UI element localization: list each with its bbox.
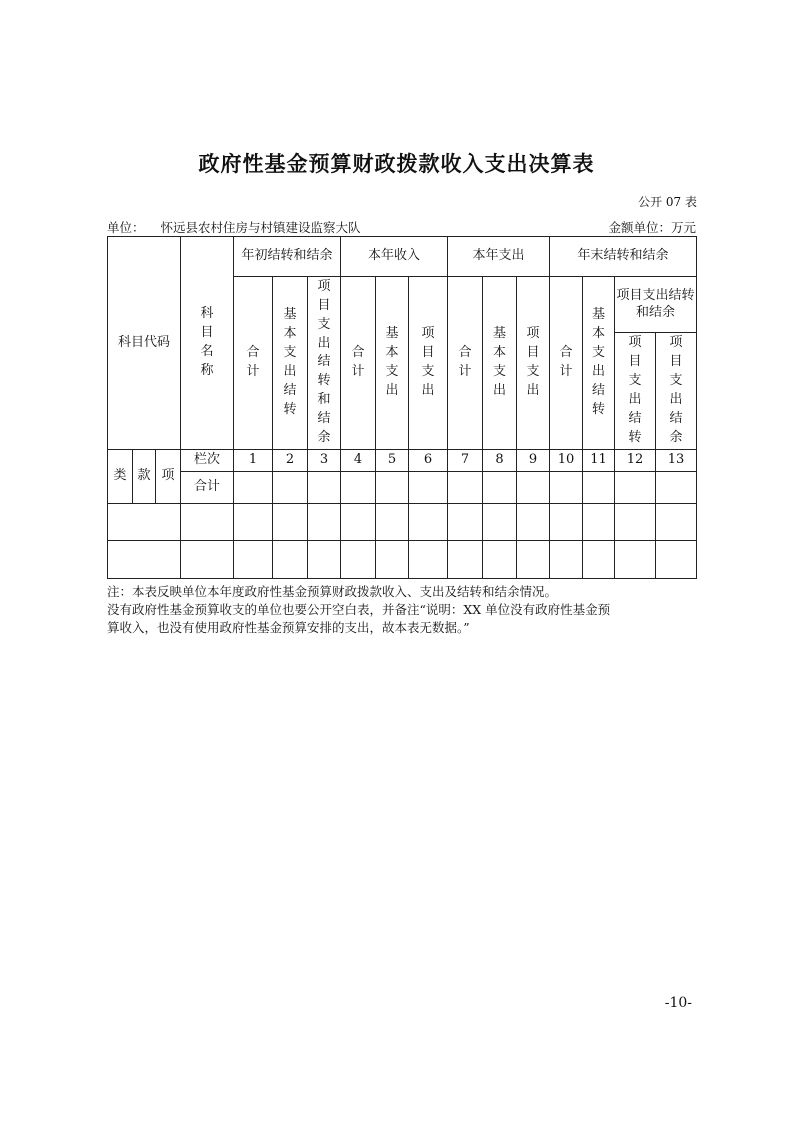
- table-cell: [448, 471, 483, 503]
- table-cell: [181, 540, 234, 578]
- col-number: 10: [550, 449, 583, 471]
- note-line: 算收入，也没有使用政府性基金预算安排的支出，故本表无数据。”: [107, 620, 470, 635]
- table-cell: [448, 540, 483, 578]
- col-number: 1: [234, 449, 273, 471]
- col-number: 3: [308, 449, 341, 471]
- table-cell: [376, 540, 409, 578]
- table-cell: [409, 471, 448, 503]
- subject-name-header: 科目名称: [181, 237, 234, 450]
- col-number: 11: [583, 449, 615, 471]
- table-cell: [483, 471, 517, 503]
- table-cell: [517, 503, 550, 540]
- table-row-total: [108, 471, 697, 503]
- table-cell: [273, 540, 308, 578]
- table-cell: [656, 503, 697, 540]
- unit-label: 单位：: [107, 220, 145, 235]
- income-header: 本年收入: [341, 237, 448, 277]
- row-label-heji: 合计: [181, 471, 234, 503]
- table-cell: [341, 503, 376, 540]
- table-cell: [376, 471, 409, 503]
- table-cell: [517, 540, 550, 578]
- table-cell: [376, 503, 409, 540]
- budget-table: [107, 236, 697, 579]
- table-cell: [483, 503, 517, 540]
- table-note: [107, 583, 707, 637]
- table-cell: [108, 540, 181, 578]
- table-cell: [517, 471, 550, 503]
- col-number: 2: [273, 449, 308, 471]
- table-row: [108, 503, 697, 540]
- table-cell: [341, 540, 376, 578]
- row-label-lei: 类: [108, 449, 133, 503]
- col-number: 6: [409, 449, 448, 471]
- table-cell: [273, 471, 308, 503]
- table-cell: [583, 503, 615, 540]
- subject-code-header: 科目代码: [108, 237, 181, 450]
- col-expense-basic: 基本支出: [483, 277, 517, 449]
- col-number: 8: [483, 449, 517, 471]
- closing-balance-header: 年末结转和结余: [550, 237, 697, 277]
- col-number: 12: [615, 449, 656, 471]
- table-cell: [273, 503, 308, 540]
- col-closing-project-group: 项目支出结转和结余: [615, 277, 697, 333]
- row-label-lanci: 栏次: [181, 449, 234, 471]
- table-cell: [308, 503, 341, 540]
- col-income-project: 项目支出: [409, 277, 448, 449]
- col-number: 9: [517, 449, 550, 471]
- unit-name: 怀远县农村住房与村镇建设监察大队: [160, 220, 361, 235]
- unit-info: [107, 218, 361, 236]
- table-cell: [448, 503, 483, 540]
- col-income-total: 合计: [341, 277, 376, 449]
- table-cell: [234, 540, 273, 578]
- table-cell: [550, 471, 583, 503]
- table-cell: [615, 540, 656, 578]
- col-expense-total: 合计: [448, 277, 483, 449]
- note-line: 没有政府性基金预算收支的单位也要公开空白表，并备注“说明：XX 单位没有政府性基金预: [107, 602, 611, 617]
- row-label-kuan: 款: [133, 449, 156, 503]
- table-cell: [583, 471, 615, 503]
- row-label-xiang: 项: [156, 449, 181, 503]
- opening-balance-header: 年初结转和结余: [234, 237, 341, 277]
- table-cell: [615, 471, 656, 503]
- col-closing-project-carry: 项目支出结转: [615, 333, 656, 449]
- table-cell: [550, 503, 583, 540]
- col-closing-total: 合计: [550, 277, 583, 449]
- table-cell: [234, 471, 273, 503]
- table-cell: [181, 503, 234, 540]
- table-cell: [409, 503, 448, 540]
- table-title: 政府性基金预算财政拨款收入支出决算表: [198, 151, 595, 176]
- col-number: 7: [448, 449, 483, 471]
- col-number: 4: [341, 449, 376, 471]
- table-cell: [308, 540, 341, 578]
- note-line: 注：本表反映单位本年度政府性基金预算财政拨款收入、支出及结转和结余情况。: [107, 584, 558, 599]
- table-cell: [656, 471, 697, 503]
- unit-line: [107, 218, 696, 238]
- table-cell: [550, 540, 583, 578]
- col-opening-project-carry-surplus: 项目支出结转和结余: [308, 277, 341, 449]
- table-cell: [583, 540, 615, 578]
- table-cell: [234, 503, 273, 540]
- col-opening-basic-carry: 基本支出结转: [273, 277, 308, 449]
- col-closing-basic-carry: 基本支出结转: [583, 277, 615, 449]
- table-cell: [108, 503, 181, 540]
- page-number: -10-: [664, 995, 692, 1011]
- col-closing-project-surplus: 项目支出结余: [656, 333, 697, 449]
- col-opening-total: 合计: [234, 277, 273, 449]
- col-number: 13: [656, 449, 697, 471]
- expense-header: 本年支出: [448, 237, 550, 277]
- form-code: 公开 07 表: [638, 195, 697, 209]
- table-cell: [615, 503, 656, 540]
- table-cell: [341, 471, 376, 503]
- col-income-basic: 基本支出: [376, 277, 409, 449]
- col-number: 5: [376, 449, 409, 471]
- table-cell: [308, 471, 341, 503]
- col-expense-project: 项目支出: [517, 277, 550, 449]
- amount-unit: 金额单位：万元: [608, 220, 696, 235]
- table-row: [108, 540, 697, 578]
- table-cell: [483, 540, 517, 578]
- table-cell: [409, 540, 448, 578]
- table-cell: [656, 540, 697, 578]
